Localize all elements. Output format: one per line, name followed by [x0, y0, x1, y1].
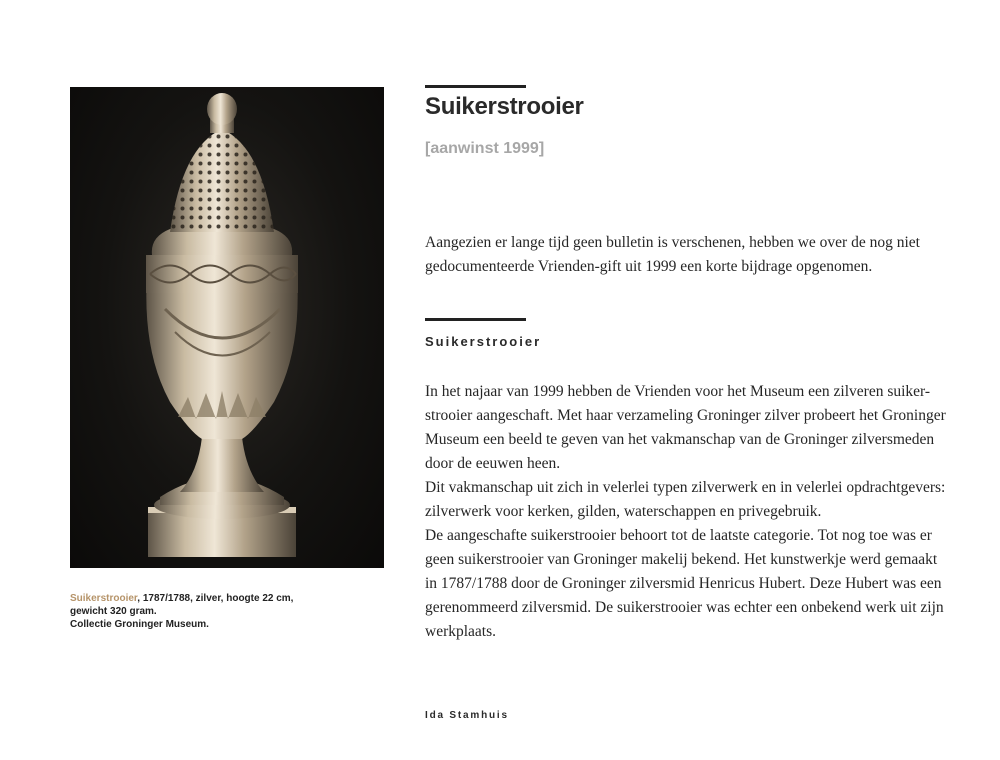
page-title: Suikerstrooier	[425, 93, 584, 120]
body-line: werkplaats.	[425, 623, 497, 640]
section-rule	[425, 318, 526, 321]
author-name: Ida Stamhuis	[425, 710, 509, 721]
page-subtitle: [aanwinst 1999]	[425, 140, 545, 157]
body-line: In het najaar van 1999 hebben de Vrienden voor het Museum een zilveren suiker-	[425, 383, 931, 400]
caption-line3: Collectie Groninger Museum.	[70, 619, 209, 630]
intro-paragraph	[425, 231, 985, 279]
photo-caption	[70, 592, 370, 631]
body-line: door de eeuwen heen.	[425, 455, 561, 472]
section-body	[425, 380, 985, 644]
body-line: Museum een beeld te geven van het vakmanschap van de Groninger zilversmeden	[425, 431, 935, 448]
caption-line1: , 1787/1788, zilver, hoogte 22 cm,	[137, 593, 294, 604]
intro-line: Aangezien er lange tijd geen bulletin is verschenen, hebben we over de nog niet	[425, 234, 920, 251]
body-line: geen suikerstrooier van Groninger makelij bekend. Het kunstwerkje werd gemaakt	[425, 551, 938, 568]
intro-line: gedocumenteerde Vrienden-gift uit 1999 een korte bijdrage opgenomen.	[425, 258, 873, 275]
body-line: strooier aangeschaft. Met haar verzameling Groninger zilver probeert het Groninger	[425, 407, 946, 424]
body-line: De aangeschafte suikerstrooier behoort tot de laatste categorie. Tot nog toe was er	[425, 527, 932, 544]
caption-line2: gewicht 320 gram.	[70, 606, 157, 617]
body-line: gerenommeerd zilversmid. De suikerstrooier was echter een onbekend werk uit zijn	[425, 599, 944, 616]
body-line: Dit vakmanschap uit zich in velerlei typen zilverwerk en in velerlei opdrachtgevers:	[425, 479, 946, 496]
title-rule	[425, 85, 526, 88]
body-line: in 1787/1788 door de Groninger zilversmid Henricus Hubert. Deze Hubert was een	[425, 575, 942, 592]
sugar-caster-photo	[70, 87, 384, 568]
body-line: zilverwerk voor kerken, gilden, waterschappen en privegebruik.	[425, 503, 822, 520]
sugar-caster-illustration	[70, 87, 384, 568]
caption-highlight: Suikerstrooier	[70, 593, 138, 604]
section-heading: Suikerstrooier	[425, 334, 542, 349]
